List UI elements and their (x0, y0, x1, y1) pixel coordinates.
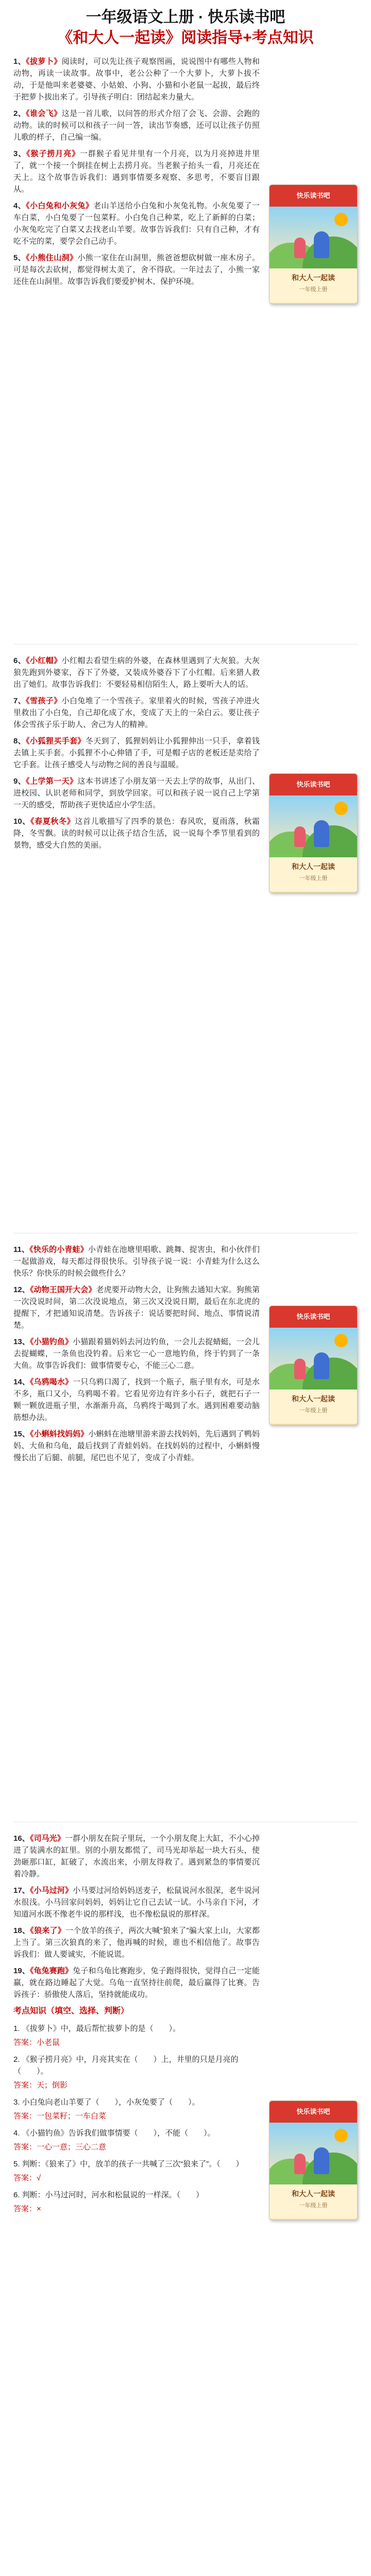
list-item: 3、《猴子捞月亮》一群猴子看见井里有一个月亮，以为月亮掉进井里了，就一个接一个倒挂在树上去捞月亮。当老猴子抬头一看，月亮还在天上。这个故事告诉我们：遇到事情要多观察、多思考，不要盲目跟从。 (13, 149, 260, 194)
book-cover-band: 快乐读书吧 (269, 185, 357, 207)
story-list-4 (13, 1833, 358, 2001)
question: 6. 判断：小马过河时，河水和松鼠说的一样深。（ ） (13, 2191, 204, 2199)
list-item: 18、《狼来了》一个放羊的孩子，两次大喊“狼来了”骗大家上山，大家都上当了。第三次狼真的来了，他再喊的时候，谁也不相信他了。故事告诉我们：做人要诚实，不能说谎。 (13, 1926, 260, 1959)
answer: 答案：一包菜籽；一车白菜 (13, 2112, 107, 2121)
book-cover-illustration (269, 207, 357, 268)
answer: 答案：× (13, 2205, 41, 2213)
question: 2. 《猴子捞月亮》中，月亮其实在（ ）上，井里的只是月亮的（ ）。 (13, 2055, 239, 2076)
question: 4. 《小猫钓鱼》告诉我们做事情要（ ），不能（ ）。 (13, 2129, 215, 2138)
book-cover (269, 184, 358, 304)
question: 3. 小白兔向老山羊要了（ ），小灰兔要了（ ）。 (13, 2098, 200, 2107)
list-item: 10、《春夏秋冬》这首儿歌描写了四季的景色：春风吹，夏雨落，秋霜降，冬雪飘。读的时候可以让孩子结合生活，说一说每个季节里看到的景物，感受大自然的美丽。 (13, 817, 260, 850)
list-item: 15、《小蝌蚪找妈妈》小蝌蚪在池塘里游来游去找妈妈，先后遇到了鸭妈妈、大鱼和乌龟，最后找到了青蛙妈妈。在找妈妈的过程中，小蝌蚪慢慢长出了后腿、前腿，尾巴也不见了，变成了小青蛙。 (13, 1430, 260, 1462)
list-item: 4、《小白兔和小灰兔》老山羊送给小白兔和小灰兔礼物。小灰兔要了一车白菜，小白兔要了一包菜籽。小白兔自己种菜，吃上了新鲜的白菜；小灰兔吃完了白菜又去找老山羊要。故事告诉我们：只有自己种，才有吃不完的菜，要学会自己动手。 (13, 201, 260, 246)
list-item: 9、《上学第一天》这本书讲述了小朋友第一天去上学的故事，从出门、进校园、认识老师和同学，到放学回家。可以和孩子说一说自己上学第一天的感受，帮助孩子更快适应小学生活。 (13, 777, 260, 809)
list-item: 16、《司马光》一群小朋友在院子里玩，一个小朋友爬上大缸，不小心掉进了装满水的缸里。别的小朋友都慌了，司马光却举起一块大石头，使劲砸那口缸，缸破了，水流出来，小朋友得救了。遇到紧急的事情要沉着冷静。 (13, 1834, 260, 1878)
section-3 (13, 1244, 358, 1810)
book-cover: 快乐读书吧 和大人一起读 一年级上册 (269, 1306, 358, 1425)
list-item: 2、《谁会飞》这是一首儿歌，以问答的形式介绍了会飞、会游、会跑的动物。读的时候可以和孩子一问一答，读出节奏感，还可以让孩子仿照儿歌的样子，自己编一编。 (13, 109, 260, 142)
list-item: 11、《快乐的小青蛙》小青蛙在池塘里唱歌、跳舞、捉害虫，和小伙伴们一起做游戏，每天都过得很快乐。引导孩子说一说：小青蛙为什么这么快乐？你快乐的时候会做些什么？ (13, 1245, 260, 1278)
list-item: 7、《雪孩子》小白兔堆了一个雪孩子。家里着火的时候，雪孩子冲进火里救出了小白兔，自己却化成了水，变成了天上的一朵白云。要让孩子体会雪孩子乐于助人、舍己为人的精神。 (13, 697, 260, 729)
answer: 答案：小老鼠 (13, 2038, 60, 2047)
sun-icon (334, 1334, 348, 1347)
question: 1. 《拔萝卜》中，最后帮忙拔萝卜的是（ ）。 (13, 2024, 181, 2033)
question: 5. 判断：《狼来了》中，放羊的孩子一共喊了三次“狼来了”。（ ） (13, 2160, 244, 2168)
answer: 答案：一心一意；三心二意 (13, 2143, 107, 2151)
list-item: 19、《龟兔赛跑》兔子和乌龟比赛跑步，兔子跑得很快，觉得自己一定能赢，就在路边睡起了大觉。乌龟一直坚持往前爬，最后赢得了比赛。告诉孩子：骄傲使人落后，坚持就能成功。 (13, 1967, 260, 1999)
list-item: 8、《小狐狸买手套》冬天到了，狐狸妈妈让小狐狸伸出一只手，拿着钱去镇上买手套。小狐狸不小心伸错了手，可是帽子店的老板还是卖给了它手套。让孩子感受人与动物之间的善良与温暖。 (13, 737, 260, 769)
page-subtitle: 《和大人一起读》阅读指导+考点知识 (57, 29, 314, 46)
divider (13, 644, 358, 645)
answer: 答案：√ (13, 2174, 41, 2182)
book-cover-title: 和大人一起读 一年级上册 (269, 268, 357, 302)
book-cover: 快乐读书吧 和大人一起读 一年级上册 (269, 773, 358, 893)
page-title: 一年级语文上册 · 快乐读书吧 (86, 9, 285, 26)
section-4 (13, 1833, 358, 2576)
kaodian-title: 考点知识（填空、选择、判断） (13, 2007, 129, 2015)
list-item: 17、《小马过河》小马要过河给妈妈送麦子，松鼠说河水很深，老牛说河水很浅。小马回家问妈妈，妈妈让它自己去试一试。小马亲自下河，才知道河水既不像老牛说的那样浅，也不像松鼠说的那样深。 (13, 1886, 260, 1919)
section-2 (13, 655, 358, 1222)
list-item: 13、《小猫钓鱼》小猫跟着猫妈妈去河边钓鱼，一会儿去捉蜻蜓，一会儿去捉蝴蝶，一条鱼也没钓着。后来它一心一意地钓鱼，终于钓到了一条大鱼。故事告诉我们：做事情要专心，不能三心二意。 (13, 1337, 260, 1370)
sun-icon (334, 213, 348, 226)
list-item: 1、《拔萝卜》阅读时，可以先让孩子观察图画，说说图中有哪些人物和动物，再读一读故事。故事中，老公公种了一个大萝卜，大萝卜拔不动，于是他叫来老婆婆、小姑娘、小狗、小猫和小老鼠一起拔，最后终于把萝卜拔出来了。引导孩子明白：团结起来力量大。 (13, 57, 260, 101)
list-item: 14、《乌鸦喝水》一只乌鸦口渴了，找到一个瓶子，瓶子里有水，可是水不多，瓶口又小，乌鸦喝不着。它看见旁边有许多小石子，就把石子一颗一颗放进瓶子里，水渐渐升高，乌鸦终于喝到了水。遇到困难要动脑筋想办法。 (13, 1378, 260, 1422)
page-header (13, 7, 358, 48)
sun-icon (334, 802, 348, 815)
book-cover: 快乐读书吧 和大人一起读 一年级上册 (269, 2100, 358, 2220)
list-item: 12、《动物王国开大会》老虎要开动物大会，让狗熊去通知大家。狗熊第一次没说时间，第二次没说地点，第三次又没说日期，最后在东北虎的提醒下，才把通知说清楚。告诉孩子：说话要把时间、地点、事情说清楚。 (13, 1285, 260, 1330)
list-item: 5、《小熊住山洞》小熊一家住在山洞里，熊爸爸想砍树做一座木房子。可是每次去砍树，都觉得树太美了，舍不得砍。一年过去了，小熊一家还住在山洞里。故事告诉我们要爱护树木、保护环境。 (13, 253, 260, 286)
list-item: 6、《小红帽》小红帽去看望生病的外婆，在森林里遇到了大灰狼。大灰狼先跑到外婆家，吞下了外婆，又装成外婆吞下了小红帽。后来猎人救出了她们。故事告诉我们：不要轻易相信陌生人，路上要听大人的话。 (13, 656, 260, 689)
answer: 答案：天；倒影 (13, 2081, 68, 2090)
sun-icon (334, 2129, 348, 2142)
section-1 (13, 56, 358, 633)
